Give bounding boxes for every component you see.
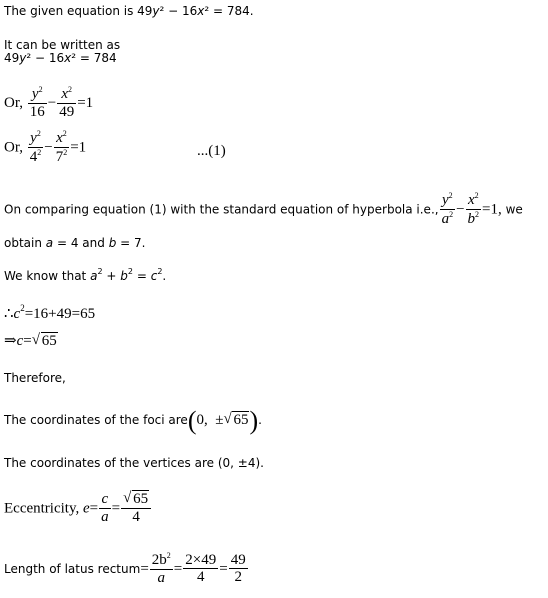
- know-line: We know that $a^2 + b^2 = c^2$.: [4, 267, 167, 283]
- equation-step-2: Or, $\frac{y^2}{4^2}$ − $\frac{x^2}{7^2}$ =1: [4, 129, 87, 165]
- fraction-sqrt65-4: √ 65 4: [121, 492, 151, 526]
- fraction-y2-4sq: $\frac{y^2}{4^2}$: [29, 129, 42, 165]
- foci-line: The coordinates of the foci are(0, ± √ 65).: [4, 406, 262, 435]
- equation-label: ...(1): [197, 143, 226, 159]
- fraction-x2-49: $\frac{x^2}{49}$: [59, 85, 75, 120]
- intro-line: The given equation is 49y² − 16x² = 784.: [4, 4, 254, 18]
- fraction-standard-x: $\frac{x^2}{b^2}$: [467, 191, 480, 227]
- fraction-standard-y: $\frac{y^2}{a^2}$: [441, 191, 454, 227]
- fraction-y2-16: $\frac{y^2}{16}$: [29, 85, 45, 120]
- compare-line: On comparing equation (1) with the standard equation of hyperbola i.e., $\frac{y^2}{a^2}$ − $\frac{x^2}{b^2}$ =1, we: [4, 191, 523, 227]
- c-square-line: $\therefore c^2=16+49=65$: [4, 303, 96, 322]
- vertices-line: The coordinates of the vertices are (0, ±4).: [4, 456, 264, 470]
- therefore-line: Therefore,: [4, 371, 66, 385]
- rewrite-intro: It can be written as: [4, 38, 121, 52]
- c-value-line: ⇒c= √ 65: [4, 332, 57, 349]
- fraction-x2-7sq: $\frac{x^2}{7^2}$: [55, 129, 68, 165]
- sqrt-65: √ 65: [31, 332, 57, 349]
- equation-step-1: Or, $\frac{y^2}{16}$ − $\frac{x^2}{49}$ =1: [4, 85, 94, 120]
- eccentricity-line: Eccentricity, e= $\frac{c}{a}$ = √ 65 4: [4, 492, 152, 526]
- foci-coordinates: (0, ± √ 65): [187, 406, 259, 435]
- rewrite-equation: 49y² − 16x² = 784: [4, 51, 117, 65]
- obtain-line: obtain a = 4 and b = 7.: [4, 236, 146, 250]
- latus-rectum-line: Length of latus rectum= $\frac{2b^2}{a}$ = $\frac{2\times 49}{4}$ = $\frac{49}{2}$: [4, 551, 246, 586]
